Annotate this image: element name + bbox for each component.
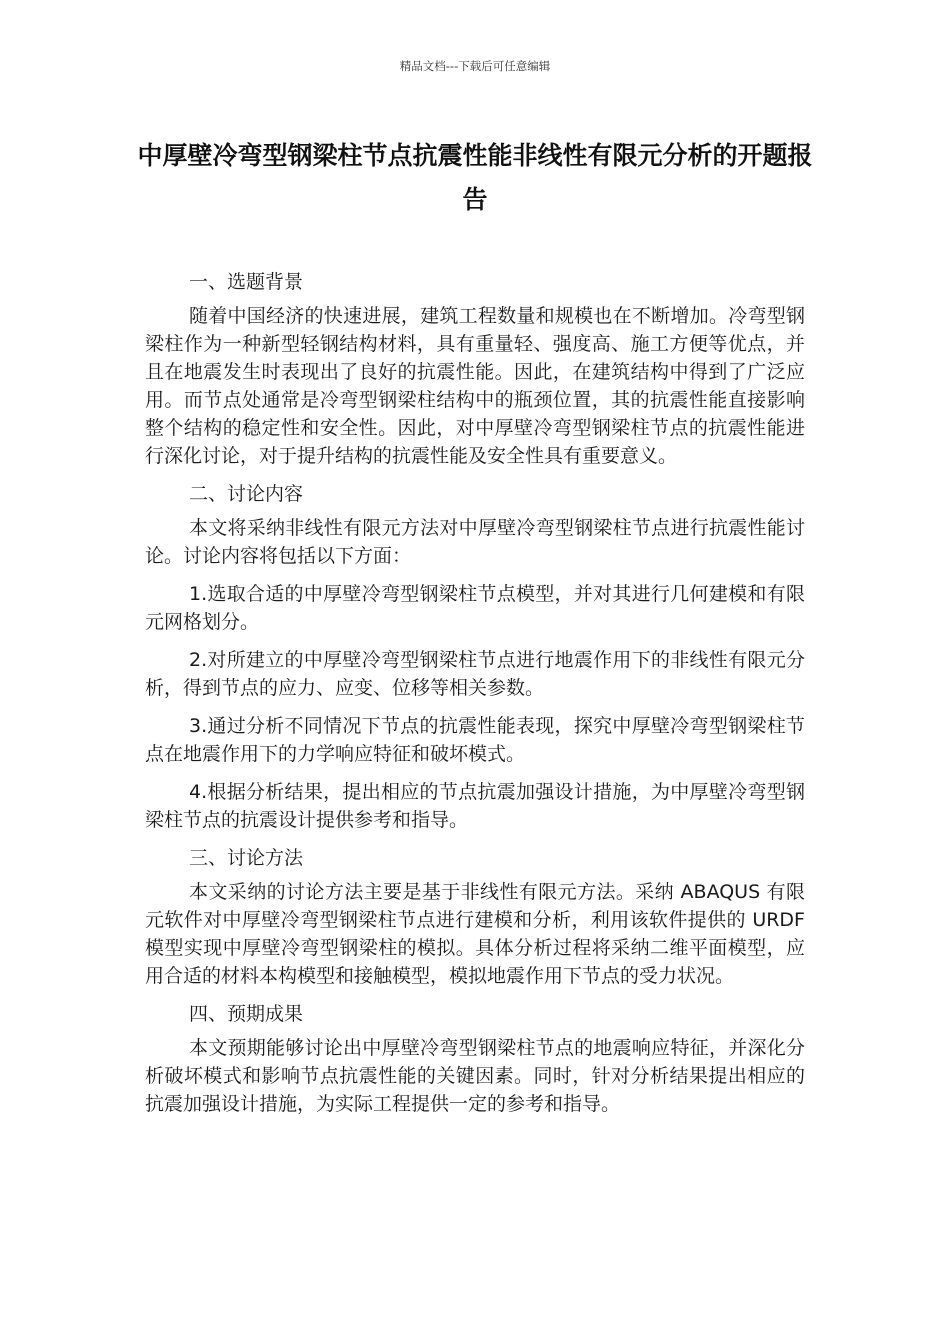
section-heading: 一、选题背景 — [189, 271, 304, 293]
document-body — [145, 268, 805, 1128]
list-item: 4.根据分析结果，提出相应的节点抗震加强设计措施，为中厚壁冷弯型钢梁柱节点的抗震设计提供参考和指导。 — [145, 781, 805, 831]
document-title: 中厚壁冷弯型钢梁柱节点抗震性能非线性有限元分析的开题报告 — [137, 141, 813, 214]
paragraph: 随着中国经济的快速进展，建筑工程数量和规模也在不断增加。冷弯型钢梁柱作为一种新型轻钢结构材料，具有重量轻、强度高、施工方便等优点，并且在地震发生时表现出了良好的抗震性能。因此，在建筑结构中得到了广泛应用。而节点处通常是冷弯型钢梁柱结构中的瓶颈位置，其的抗震性能直接影响整个结构的稳定性和安全性。因此，对中厚壁冷弯型钢梁柱节点的抗震性能进行深化讨论，对于提升结构的抗震性能及安全性具有重要意义。 — [145, 305, 805, 467]
paragraph: 本文将采纳非线性有限元方法对中厚壁冷弯型钢梁柱节点进行抗震性能讨论。讨论内容将包括以下方面： — [145, 517, 805, 567]
section-research-content — [145, 480, 805, 834]
paragraph: 本文采纳的讨论方法主要是基于非线性有限元方法。采纳 ABAQUS 有限元软件对中厚壁冷弯型钢梁柱节点进行建模和分析，利用该软件提供的 URDF 模型实现中厚壁冷弯型钢梁柱的模拟。具体分析过程将采纳二维平面模型，应用合适的材料本构模型和接触模型，模拟地震作用下节点的受力状况。 — [145, 881, 805, 987]
section-heading: 四、预期成果 — [189, 1003, 304, 1025]
section-background — [145, 268, 805, 470]
section-heading: 三、讨论方法 — [189, 847, 304, 869]
paragraph: 本文预期能够讨论出中厚壁冷弯型钢梁柱节点的地震响应特征，并深化分析破坏模式和影响节点抗震性能的关键因素。同时，针对分析结果提出相应的抗震加强设计措施，为实际工程提供一定的参考和指导。 — [145, 1037, 805, 1115]
list-item: 2.对所建立的中厚壁冷弯型钢梁柱节点进行地震作用下的非线性有限元分析，得到节点的应力、应变、位移等相关参数。 — [145, 649, 805, 699]
list-item: 3.通过分析不同情况下节点的抗震性能表现，探究中厚壁冷弯型钢梁柱节点在地震作用下的力学响应特征和破坏模式。 — [145, 715, 805, 765]
list-item: 1.选取合适的中厚壁冷弯型钢梁柱节点模型，并对其进行几何建模和有限元网格划分。 — [145, 583, 805, 633]
section-expected-results — [145, 1000, 805, 1118]
section-heading: 二、讨论内容 — [189, 483, 304, 505]
page-header-note: 精品文档---下载后可任意编辑 — [399, 59, 551, 73]
section-research-method — [145, 844, 805, 990]
